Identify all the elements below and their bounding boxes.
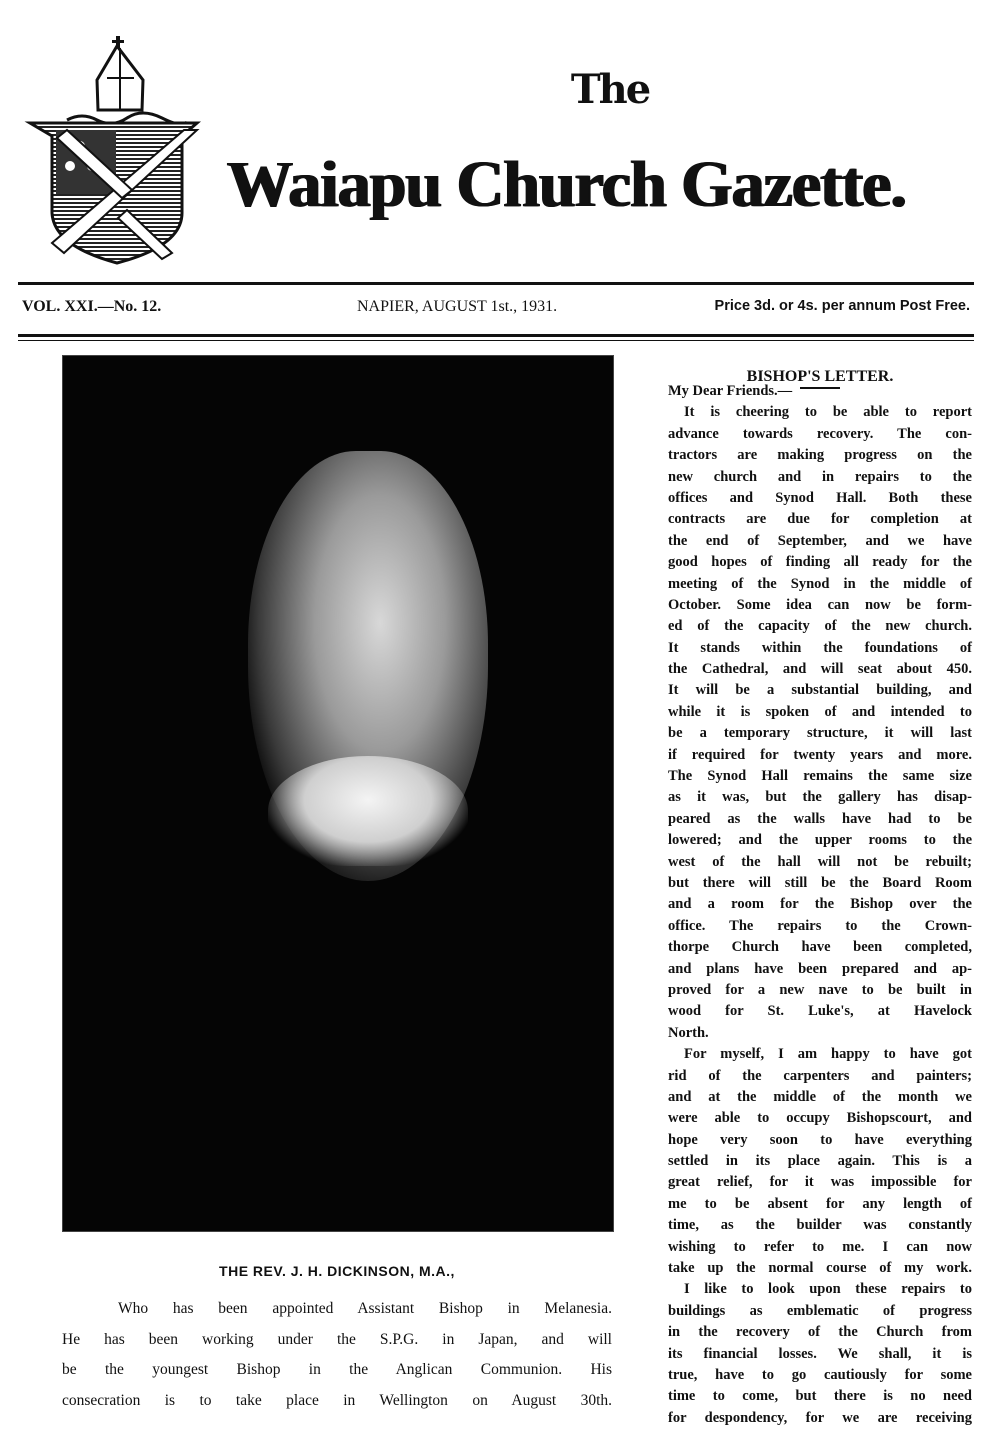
dateline bbox=[22, 298, 970, 320]
letter-line: tractors are making progress on the bbox=[668, 447, 972, 464]
letter-line: great relief, for it was impossible for bbox=[668, 1174, 972, 1191]
letter-line: were able to occupy Bishopscourt, and bbox=[668, 1110, 972, 1127]
letter-line: time to come, but there is no need bbox=[668, 1388, 972, 1405]
letter-line: October. Some idea can now be form- bbox=[668, 596, 972, 613]
letter-line: for despondency, for we are receiving bbox=[668, 1409, 972, 1426]
letter-line: proved for a new nave to be built in bbox=[668, 981, 972, 998]
letter-line: if required for twenty years and more. bbox=[668, 746, 972, 763]
coat-of-arms-logo bbox=[22, 18, 207, 268]
letter-line: It will be a substantial building, and bbox=[668, 682, 972, 699]
letter-line: lowered; and the upper rooms to the bbox=[668, 832, 972, 849]
masthead-title-the: The bbox=[570, 66, 650, 113]
letter-line: The Synod Hall remains the same size bbox=[668, 768, 972, 785]
letter-line: hope very soon to have everything bbox=[668, 1131, 972, 1148]
masthead-bottom-rule-thin bbox=[18, 340, 974, 341]
letter-line: meeting of the Synod in the middle of bbox=[668, 575, 972, 592]
letter-line: in the recovery of the Church from bbox=[668, 1324, 972, 1341]
letter-line: true, have to go cautiously for some bbox=[668, 1366, 972, 1383]
masthead-title: Waiapu Church Gazette. bbox=[226, 148, 905, 221]
letter-line: good hopes of finding all ready for the bbox=[668, 554, 972, 571]
letter-line: peared as the walls have had to be bbox=[668, 810, 972, 827]
portrait-collar bbox=[268, 756, 468, 866]
price: Price 3d. or 4s. per annum Post Free. bbox=[714, 298, 970, 314]
letter-line: wishing to refer to me. I can now bbox=[668, 1238, 972, 1255]
volume-number: VOL. XXI.—No. 12. bbox=[22, 298, 162, 315]
letter-line: wood for St. Luke's, at Havelock bbox=[668, 1003, 972, 1020]
caption-line: Who has been appointed Assistant Bishop in Melanesia. bbox=[118, 1300, 612, 1317]
letter-line: thorpe Church have been completed, bbox=[668, 939, 972, 956]
letter-line: For myself, I am happy to have got bbox=[684, 1046, 972, 1063]
letter-heading: BISHOP'S LETTER. bbox=[746, 368, 894, 385]
letter-line: North. bbox=[668, 1024, 709, 1041]
letter-line: the end of September, and we have bbox=[668, 532, 972, 549]
letter-line: the Cathedral, and will seat about 450. bbox=[668, 661, 972, 678]
letter-line: as it was, but the gallery has disap- bbox=[668, 789, 972, 806]
letter-line: and a room for the Bishop over the bbox=[668, 896, 972, 913]
letter-line: office. The repairs to the Crown- bbox=[668, 917, 972, 934]
letter-line: ed of the capacity of the new church. bbox=[668, 618, 972, 635]
letter-line: time, as the builder was constantly bbox=[668, 1217, 972, 1234]
letter-line: offices and Synod Hall. Both these bbox=[668, 489, 972, 506]
letter-line: take up the normal course of my work. bbox=[668, 1260, 972, 1277]
shield-icon bbox=[30, 123, 197, 263]
mitre-icon bbox=[67, 36, 187, 124]
letter-line: rid of the carpenters and painters; bbox=[668, 1067, 972, 1084]
letter-line: but there will still be the Board Room bbox=[668, 874, 972, 891]
letter-body bbox=[668, 381, 972, 1429]
place-date: NAPIER, AUGUST 1st., 1931. bbox=[357, 298, 558, 315]
letter-line: and plans have been prepared and ap- bbox=[668, 960, 972, 977]
letter-line: west of the hall will not be rebuilt; bbox=[668, 853, 972, 870]
letter-line: I like to look upon these repairs to bbox=[684, 1281, 972, 1298]
letter-line: its financial losses. We shall, it is bbox=[668, 1345, 972, 1362]
letter-line: and at the middle of the month we bbox=[668, 1088, 972, 1105]
letter-line: me to be absent for any length of bbox=[668, 1195, 972, 1212]
caption-line: consecration is to take place in Wellington on August 30th. bbox=[62, 1392, 612, 1410]
letter-line: It stands within the foundations of bbox=[668, 639, 972, 656]
photo-caption: THE REV. J. H. DICKINSON, M.A., bbox=[219, 1263, 455, 1279]
letter-line: be a temporary structure, it will last bbox=[668, 725, 972, 742]
caption-line: He has been working under the S.P.G. in Japan, and will bbox=[62, 1330, 612, 1348]
letter-line: It is cheering to be able to report bbox=[684, 404, 972, 421]
letter-line: settled in its place again. This is a bbox=[668, 1153, 972, 1170]
letter-line: new church and in repairs to the bbox=[668, 468, 972, 485]
portrait-photo bbox=[62, 355, 614, 1232]
letter-line: contracts are due for completion at bbox=[668, 511, 972, 528]
letter-line: while it is spoken of and intended to bbox=[668, 703, 972, 720]
letter-line: My Dear Friends.— bbox=[668, 383, 793, 399]
caption-line: be the youngest Bishop in the Anglican Communion. His bbox=[62, 1361, 612, 1379]
letter-line: advance towards recovery. The con- bbox=[668, 425, 972, 442]
masthead-bottom-rule bbox=[18, 334, 974, 337]
masthead-top-rule bbox=[18, 282, 974, 285]
letter-line: buildings as emblematic of progress bbox=[668, 1302, 972, 1319]
photo-caption-body bbox=[62, 1296, 612, 1419]
